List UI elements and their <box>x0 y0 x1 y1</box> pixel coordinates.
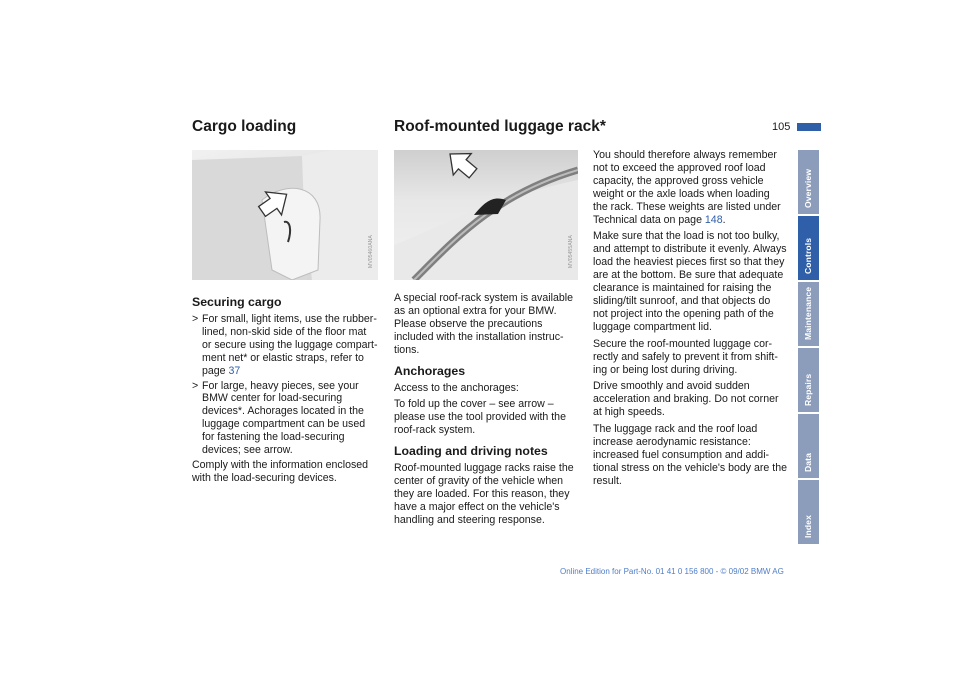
paragraph: Comply with the information enclosed with the load-securing devices. <box>192 458 369 484</box>
image-code: MV05460ANA <box>368 235 374 268</box>
tab-label: Overview <box>802 168 813 208</box>
roof-rack-title: Roof-mounted luggage rack* <box>394 118 606 135</box>
tab-label: Index <box>802 515 813 538</box>
paragraph-text: You should therefore always remember not to exceed the approved roof load capacity, the approved gross vehicle weight or the axle loads when loading the rack. These weights are listed under Technical data on page <box>593 149 781 226</box>
bullet-mark: > <box>192 379 199 392</box>
tab-maintenance[interactable] <box>798 282 819 346</box>
tab-label: Repairs <box>802 373 813 406</box>
paragraph: Roof-mounted luggage racks raise the center of gravity of the vehicle when they are loaded. For this reason, they have a major effect on the vehicle's handling and steering response. <box>394 462 574 526</box>
tab-label: Data <box>802 452 813 472</box>
paragraph: Access to the anchorages: <box>394 381 519 394</box>
paragraph <box>593 149 787 226</box>
bullet-text: For large, heavy pieces, see your BMW center for load-securing devices*. Achorages located in the luggage compartment can be used for fastening the load-securing devices; see arrow. <box>202 379 366 457</box>
cargo-loading-title: Cargo loading <box>192 118 297 135</box>
anchorages-heading: Anchorages <box>394 363 466 378</box>
list-item <box>192 380 378 457</box>
footer-edition-note: Online Edition for Part-No. 01 41 0 156 800 - © 09/02 BMW AG <box>560 567 784 576</box>
tab-overview[interactable] <box>798 150 819 214</box>
paragraph: Make sure that the load is not too bulky, and attempt to distribute it evenly. Always load the heaviest pieces first so that they are at the bottom. Be sure that adequate clearance is maintained for raising the sliding/tilt sunroof, and that objects do not project into the opening path of the luggage compartment lid. <box>593 230 787 333</box>
bullet-text: For small, light items, use the rubber-lined, non-skid side of the floor mat or secure using the luggage compart-ment net* or elastic straps, refer to page <box>202 313 378 377</box>
page-link[interactable]: 148 <box>704 213 723 226</box>
middle-column <box>394 292 578 531</box>
paragraph: The luggage rack and the roof load increase aerodynamic resistance: increased fuel consumption and addi-tional stress on the vehicle's body are the result. <box>593 423 787 487</box>
page-number: 105 <box>772 121 791 133</box>
arrow-icon <box>441 150 482 184</box>
list-item <box>192 313 378 378</box>
paragraph-text: . <box>722 213 726 226</box>
paragraph: To fold up the cover – see arrow – please use the tool provided with the roof-rack system. <box>394 398 566 437</box>
image-code: MV05455ANA <box>568 235 574 268</box>
paragraph: Drive smoothly and avoid sudden acceleration and braking. Do not corner at high speeds. <box>593 380 779 419</box>
left-column <box>192 295 378 489</box>
paragraph: A special roof-rack system is available as an optional extra for your BMW. Please observe the precautions included with the installation instruc-tions. <box>394 292 573 356</box>
right-column <box>593 149 787 492</box>
tab-index[interactable] <box>798 480 819 544</box>
tab-data[interactable] <box>798 414 819 478</box>
page-marker <box>797 123 821 131</box>
tab-label: Controls <box>802 237 813 274</box>
page-link[interactable]: 37 <box>228 364 241 377</box>
paragraph: Secure the roof-mounted luggage cor-rectly and safely to prevent it from shift-ing or being lost during driving. <box>593 337 778 376</box>
loading-notes-heading: Loading and driving notes <box>394 444 548 459</box>
securing-cargo-heading: Securing cargo <box>192 295 282 309</box>
cargo-anchorage-photo <box>192 150 378 280</box>
tab-label: Maintenance <box>802 286 813 340</box>
bullet-mark: > <box>192 313 199 325</box>
roof-anchorage-photo <box>394 150 578 280</box>
tab-controls[interactable] <box>798 216 819 280</box>
tab-repairs[interactable] <box>798 348 819 412</box>
